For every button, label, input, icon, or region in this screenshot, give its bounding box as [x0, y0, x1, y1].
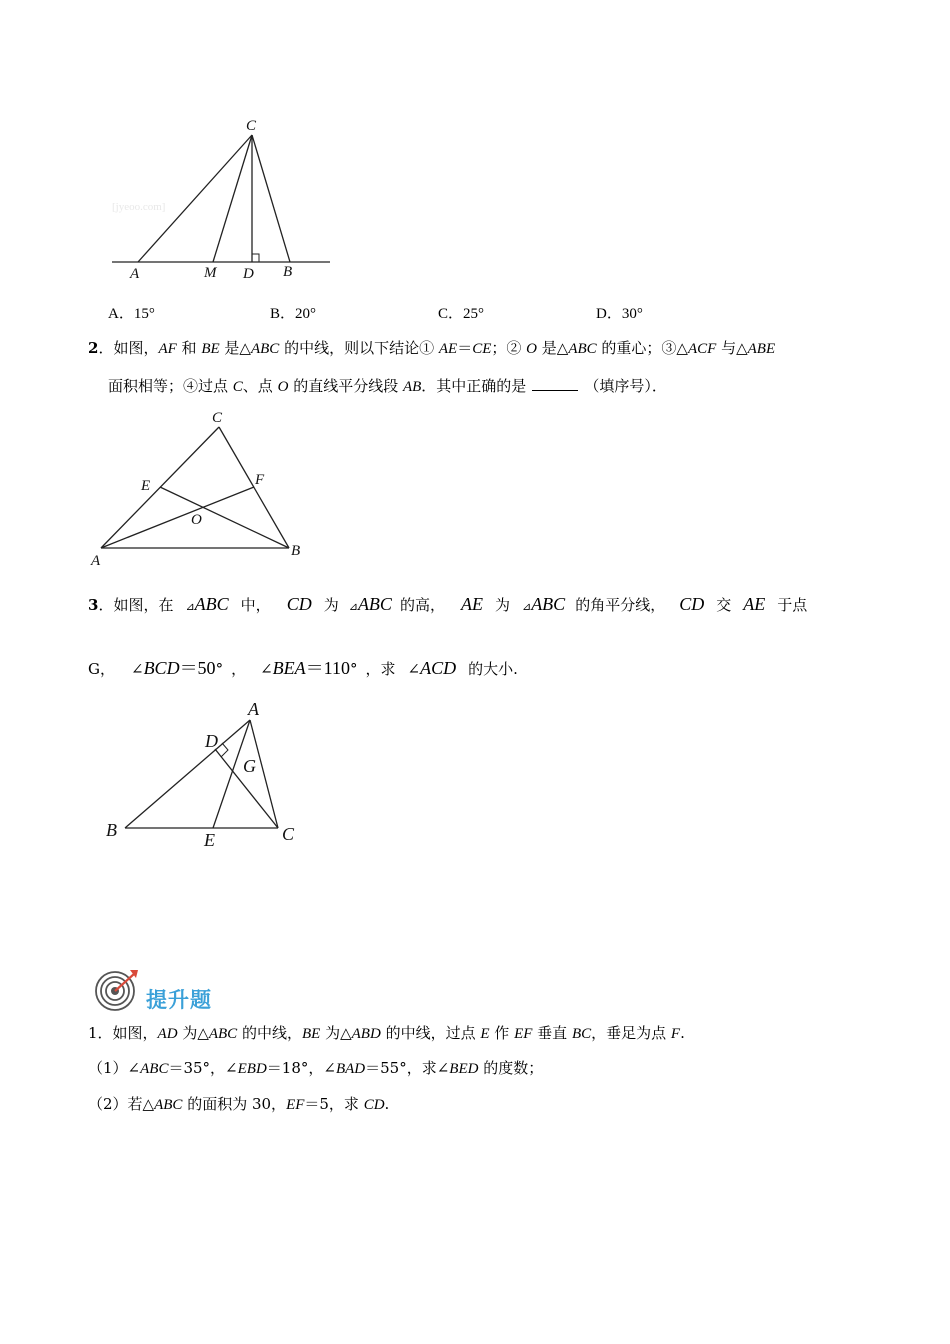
q1-choice-a: A．15°: [108, 306, 155, 322]
fig2-label-e: E: [141, 478, 151, 494]
q1-choice-d: D．30°: [596, 306, 643, 322]
fig2-label-o: O: [191, 512, 202, 528]
q2-line-1: 2．如图，AF 和 BE 是△ABC 的中线，则以下结论① AE＝CE；② O 是△ABC 的重心；③△ACF 与△ABE: [88, 339, 776, 357]
q3-line-2: G， ∠BCD＝50° ， ∠BEA＝110° ，求 ∠ACD 的大小.: [88, 658, 518, 678]
fig1-label-d: D: [243, 266, 254, 282]
p1-part-2: （2）若△ABC 的面积为 30，EF＝5，求 CD.: [88, 1095, 390, 1113]
fig1-watermark: [jyeoo.com]: [112, 201, 166, 213]
fig1-label-b: B: [283, 264, 293, 280]
fig3-label-c: C: [282, 824, 295, 844]
fig3-label-e: E: [204, 830, 215, 850]
q3-line-1: 3．如图，在 ⊿ABC 中， CD 为 ⊿ABC 的高， AE 为 ⊿ABC 的角平分线， CD 交 AE 于点: [88, 594, 808, 614]
fig1-side-cb: [252, 135, 290, 262]
q3-number: 3: [88, 596, 99, 614]
section-heading: 提升题: [146, 988, 212, 1012]
q2-number: 2: [88, 339, 99, 357]
fig2-label-f: F: [255, 472, 265, 488]
q2-answer-blank[interactable]: [532, 376, 578, 391]
q1-choice-c: C．25°: [438, 306, 485, 322]
q1-choice-b: B．20°: [270, 306, 317, 322]
q2-line-2: 面积相等；④过点 C、点 O 的直线平分线段 AB．其中正确的是 （填序号）．: [108, 377, 667, 395]
fig2-median-be: [160, 487, 289, 548]
fig1-segment-cm: [213, 135, 252, 262]
p1-intro: 1．如图，AD 为△ABC 的中线，BE 为△ABD 的中线，过点 E 作 EF 垂直 BC，垂足为点 F.: [88, 1024, 685, 1042]
fig3-label-g: G: [243, 756, 256, 776]
fig2-label-a: A: [91, 553, 101, 569]
p1-part-1: （1）∠ABC＝35°，∠EBD＝18°，∠BAD＝55°，求∠BED 的度数；: [88, 1059, 544, 1077]
figure-3: [100, 695, 310, 855]
fig3-label-b: B: [106, 820, 117, 840]
fig3-label-a: A: [248, 699, 259, 719]
fig3-label-d: D: [205, 731, 218, 751]
fig2-label-b: B: [291, 543, 301, 559]
fig3-right-angle-mark: [221, 743, 228, 757]
fig2-median-af: [101, 487, 254, 548]
fig2-label-c: C: [212, 410, 223, 426]
figure-1: [100, 110, 340, 285]
fig1-label-c: C: [246, 118, 257, 134]
fig1-label-m: M: [204, 265, 217, 281]
figure-2: [85, 405, 315, 570]
fig1-label-a: A: [130, 266, 140, 282]
fig1-side-ca: [138, 135, 252, 262]
fig1-right-angle-mark: [252, 254, 259, 262]
target-icon: [94, 966, 140, 1012]
